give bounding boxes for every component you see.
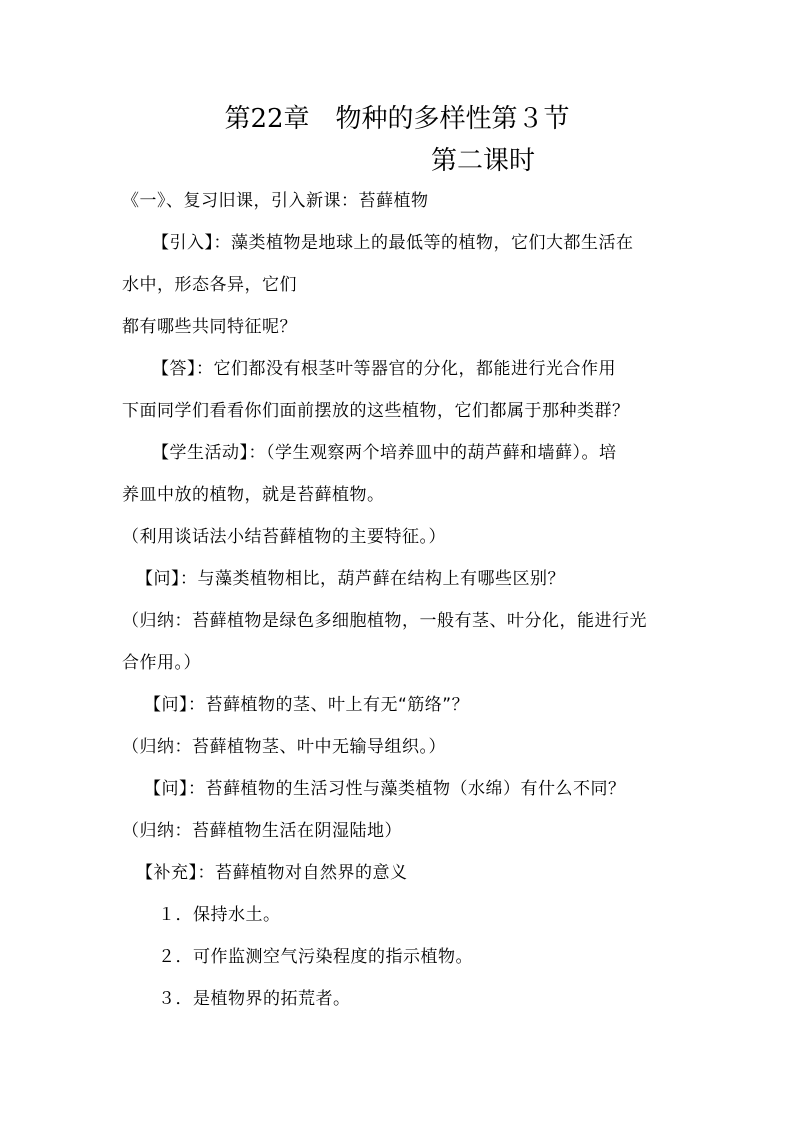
observation-prompt: 下面同学们看看你们面前摆放的这些植物，它们都属于那种类群？: [122, 401, 630, 421]
list-item: ２．可作监测空气污染程度的指示植物。: [158, 947, 473, 967]
summary-note: （利用谈话法小结苔藓植物的主要特征。）: [122, 527, 446, 547]
intro-question: 都有哪些共同特征呢？: [122, 317, 297, 337]
conclusion-1-cont: 合作用。）: [122, 653, 201, 673]
intro-paragraph-cont: 水中，形态各异，它们: [122, 275, 297, 295]
document-subtitle: 第二课时: [430, 146, 535, 176]
supplement-heading: 【补充】：苔藓植物对自然界的意义: [136, 863, 408, 883]
question-1: 【问】：与藻类植物相比，葫芦藓在结构上有哪些区别？: [136, 569, 565, 589]
conclusion-2: （归纳：苔藓植物茎、叶中无输导组织。）: [122, 737, 446, 757]
question-3: 【问】：苔藓植物的生活习性与藻类植物（水绵）有什么不同？: [144, 779, 626, 799]
intro-paragraph: 【引入】：藻类植物是地球上的最低等的植物，它们大都生活在: [152, 233, 634, 253]
student-activity: 【学生活动】：（学生观察两个培养皿中的葫芦藓和墙藓）。培: [152, 443, 617, 463]
list-item: ３．是植物界的拓荒者。: [158, 989, 351, 1009]
student-activity-cont: 养皿中放的植物，就是苔藓植物。: [122, 485, 385, 505]
document-title: 第22章 物种的多样性第３节: [224, 104, 570, 134]
conclusion-3: （归纳：苔藓植物生活在阴湿陆地）: [122, 821, 402, 841]
conclusion-1: （归纳：苔藓植物是绿色多细胞植物，一般有茎、叶分化，能进行光: [122, 611, 647, 631]
question-2: 【问】：苔藓植物的茎、叶上有无“筋络”？: [144, 695, 470, 715]
list-item: １．保持水土。: [158, 905, 281, 925]
answer-paragraph: 【答】：它们都没有根茎叶等器官的分化，都能进行光合作用: [152, 359, 616, 379]
section-heading: 《一》、复习旧课，引入新课：苔藓植物: [122, 191, 429, 211]
